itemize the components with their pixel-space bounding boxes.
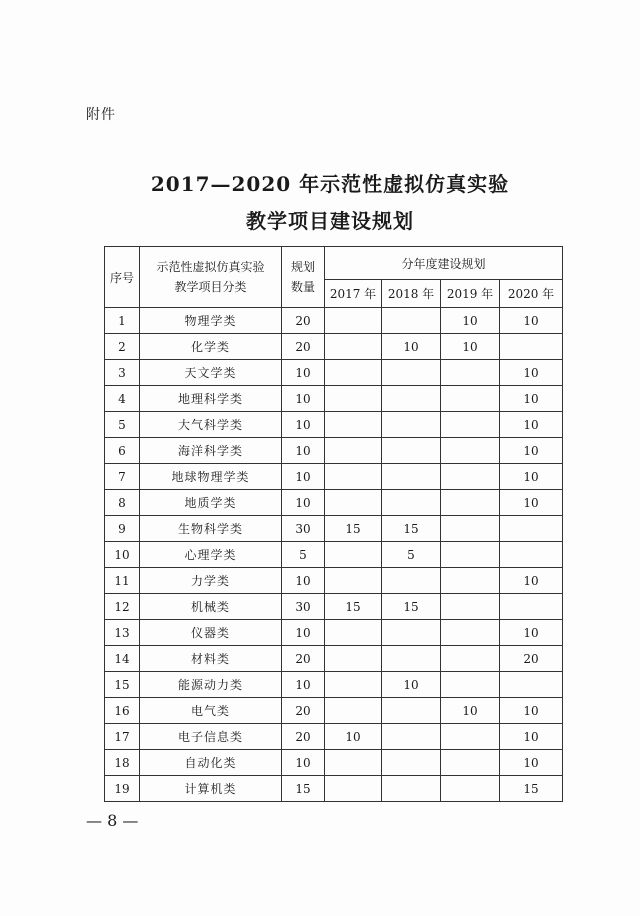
row-seq: 18 (105, 750, 140, 776)
row-2019-value: 10 (441, 334, 500, 360)
row-category: 仪器类 (140, 620, 282, 646)
table-row (105, 698, 563, 724)
row-2019-value (441, 750, 500, 776)
row-2020-value: 10 (500, 750, 563, 776)
header-count-line-1: 规划 (290, 260, 315, 274)
row-count: 20 (282, 334, 325, 360)
row-2019-value: 10 (441, 308, 500, 334)
row-2017-value (325, 542, 382, 568)
row-2018-value (382, 646, 441, 672)
row-count: 20 (282, 698, 325, 724)
row-2017-value (325, 386, 382, 412)
row-2020-value (500, 334, 563, 360)
row-count: 15 (282, 776, 325, 802)
page-title-line-1: 2017—2020 年示范性虚拟仿真实验 (150, 172, 510, 196)
row-2017-value (325, 464, 382, 490)
table-row (105, 386, 563, 412)
row-2019-value (441, 672, 500, 698)
row-2019-value (441, 542, 500, 568)
row-2020-value (500, 672, 563, 698)
row-seq: 5 (105, 412, 140, 438)
row-seq: 9 (105, 516, 140, 542)
table-row (105, 438, 563, 464)
row-seq: 1 (105, 308, 140, 334)
row-2020-value (500, 594, 563, 620)
table-row (105, 360, 563, 386)
row-seq: 12 (105, 594, 140, 620)
header-category-line-1: 示范性虚拟仿真实验 (156, 260, 265, 274)
row-2019-value (441, 620, 500, 646)
row-2019-value: 10 (441, 698, 500, 724)
row-2018-value (382, 412, 441, 438)
header-count-line-2: 数量 (290, 280, 315, 294)
row-2018-value (382, 308, 441, 334)
row-2018-value (382, 568, 441, 594)
row-count: 10 (282, 490, 325, 516)
table-row (105, 516, 563, 542)
row-category: 力学类 (140, 568, 282, 594)
row-2019-value (441, 490, 500, 516)
row-category: 机械类 (140, 594, 282, 620)
table-row (105, 724, 563, 750)
table-row (105, 464, 563, 490)
row-count: 30 (282, 594, 325, 620)
row-count: 10 (282, 750, 325, 776)
table-row (105, 776, 563, 802)
row-seq: 15 (105, 672, 140, 698)
row-2019-value (441, 360, 500, 386)
row-category: 地球物理学类 (140, 464, 282, 490)
row-2018-value: 15 (382, 594, 441, 620)
row-2018-value (382, 698, 441, 724)
page-title-line-2: 教学项目建设规划 (246, 209, 414, 233)
row-2018-value (382, 464, 441, 490)
row-2019-value (441, 594, 500, 620)
row-seq: 8 (105, 490, 140, 516)
row-2018-value (382, 386, 441, 412)
table-row (105, 490, 563, 516)
row-count: 10 (282, 412, 325, 438)
row-seq: 7 (105, 464, 140, 490)
header-annual-plan: 分年度建设规划 (325, 247, 563, 280)
row-count: 10 (282, 464, 325, 490)
row-seq: 16 (105, 698, 140, 724)
row-2020-value: 10 (500, 386, 563, 412)
row-seq: 10 (105, 542, 140, 568)
page-number: — 8 — (86, 811, 139, 830)
row-category: 天文学类 (140, 360, 282, 386)
row-2017-value (325, 646, 382, 672)
row-count: 20 (282, 308, 325, 334)
row-count: 30 (282, 516, 325, 542)
row-2020-value: 10 (500, 724, 563, 750)
header-category-line-2: 教学项目分类 (174, 280, 247, 294)
row-2017-value (325, 750, 382, 776)
row-category: 材料类 (140, 646, 282, 672)
header-year-2018: 2018 年 (382, 280, 441, 308)
row-2017-value (325, 334, 382, 360)
table-row (105, 646, 563, 672)
row-2018-value (382, 724, 441, 750)
row-2017-value (325, 438, 382, 464)
row-2020-value: 10 (500, 308, 563, 334)
row-category: 大气科学类 (140, 412, 282, 438)
row-2020-value: 10 (500, 412, 563, 438)
row-category: 自动化类 (140, 750, 282, 776)
row-seq: 14 (105, 646, 140, 672)
row-2020-value: 10 (500, 698, 563, 724)
row-count: 20 (282, 646, 325, 672)
row-2019-value (441, 438, 500, 464)
header-year-2017: 2017 年 (325, 280, 382, 308)
row-seq: 11 (105, 568, 140, 594)
row-2019-value (441, 386, 500, 412)
row-2017-value: 15 (325, 516, 382, 542)
row-2017-value (325, 672, 382, 698)
row-seq: 3 (105, 360, 140, 386)
header-category (140, 247, 282, 308)
row-2018-value (382, 360, 441, 386)
table-row (105, 750, 563, 776)
row-count: 10 (282, 620, 325, 646)
row-category: 心理学类 (140, 542, 282, 568)
header-year-2020: 2020 年 (500, 280, 563, 308)
row-2017-value (325, 360, 382, 386)
row-2018-value: 10 (382, 334, 441, 360)
row-2018-value: 10 (382, 672, 441, 698)
row-2018-value: 5 (382, 542, 441, 568)
row-2019-value (441, 464, 500, 490)
row-2019-value (441, 412, 500, 438)
row-category: 电子信息类 (140, 724, 282, 750)
row-2017-value (325, 412, 382, 438)
attachment-label: 附件 (86, 107, 116, 123)
row-count: 10 (282, 360, 325, 386)
row-2020-value: 10 (500, 360, 563, 386)
row-2017-value (325, 568, 382, 594)
row-category: 地质学类 (140, 490, 282, 516)
table-row (105, 542, 563, 568)
row-count: 20 (282, 724, 325, 750)
row-2020-value: 10 (500, 490, 563, 516)
table-row (105, 334, 563, 360)
row-2018-value (382, 750, 441, 776)
row-category: 化学类 (140, 334, 282, 360)
table-row (105, 412, 563, 438)
row-2017-value: 10 (325, 724, 382, 750)
row-seq: 4 (105, 386, 140, 412)
row-2020-value: 10 (500, 464, 563, 490)
row-2018-value (382, 490, 441, 516)
row-seq: 19 (105, 776, 140, 802)
row-count: 5 (282, 542, 325, 568)
table-row (105, 672, 563, 698)
row-2019-value (441, 724, 500, 750)
row-2017-value (325, 776, 382, 802)
table-row (105, 568, 563, 594)
row-2019-value (441, 646, 500, 672)
row-seq: 6 (105, 438, 140, 464)
row-2020-value: 15 (500, 776, 563, 802)
row-2018-value (382, 776, 441, 802)
row-2017-value (325, 308, 382, 334)
row-2019-value (441, 516, 500, 542)
row-2018-value (382, 620, 441, 646)
row-2019-value (441, 776, 500, 802)
row-category: 能源动力类 (140, 672, 282, 698)
row-2020-value: 10 (500, 438, 563, 464)
row-seq: 13 (105, 620, 140, 646)
row-seq: 2 (105, 334, 140, 360)
row-category: 电气类 (140, 698, 282, 724)
header-year-2019: 2019 年 (441, 280, 500, 308)
row-category: 地理科学类 (140, 386, 282, 412)
row-count: 10 (282, 568, 325, 594)
table-row (105, 594, 563, 620)
row-2018-value: 15 (382, 516, 441, 542)
table-body (105, 308, 563, 802)
table-row (105, 308, 563, 334)
row-count: 10 (282, 672, 325, 698)
row-2020-value: 10 (500, 620, 563, 646)
row-category: 计算机类 (140, 776, 282, 802)
row-2017-value: 15 (325, 594, 382, 620)
table-row (105, 620, 563, 646)
header-count (282, 247, 325, 308)
row-count: 10 (282, 386, 325, 412)
row-2020-value (500, 542, 563, 568)
row-2017-value (325, 620, 382, 646)
row-category: 生物科学类 (140, 516, 282, 542)
row-2019-value (441, 568, 500, 594)
row-2020-value: 20 (500, 646, 563, 672)
header-seq: 序号 (105, 247, 140, 308)
construction-plan-table (104, 246, 563, 802)
row-count: 10 (282, 438, 325, 464)
row-2020-value: 10 (500, 568, 563, 594)
row-category: 海洋科学类 (140, 438, 282, 464)
row-2017-value (325, 698, 382, 724)
row-2020-value (500, 516, 563, 542)
row-category: 物理学类 (140, 308, 282, 334)
row-2018-value (382, 438, 441, 464)
row-2017-value (325, 490, 382, 516)
row-seq: 17 (105, 724, 140, 750)
